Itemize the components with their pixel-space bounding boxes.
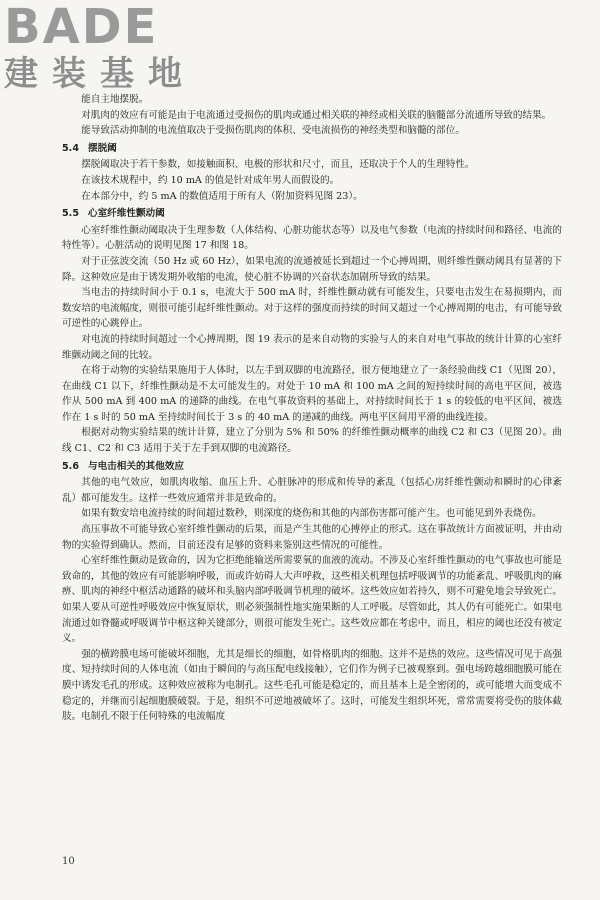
paragraph: 对电流的持续时间超过一个心搏周期，图 19 表示的是来自动物的实验与人的来自对电气事故的统计计算的心室纤维颤动阈之间的比较。 bbox=[62, 333, 562, 361]
section-number: 5.4 bbox=[62, 142, 79, 154]
paragraph: 根据对动物实验结果的统计计算，建立了分别为 5% 和 50% 的纤维性颤动概率的曲线 C2 和 C3（见图 20）。曲线 C1、C2 和 C3 适用于关于左手到双脚的电流路径。 bbox=[62, 427, 562, 455]
section-title: 与电击相关的其他效应 bbox=[88, 460, 184, 472]
page-number: 10 bbox=[62, 856, 75, 867]
section-heading-5-5 bbox=[62, 206, 562, 222]
paragraph: 高压事故不可能导致心室纤维性颤动的后果，而是产生其他的心搏停止的形式。这在事故统计方面被证明，并由动物的实验得到确认。然而，目前还没有足够的资料来鉴别这些情况的可能性。 bbox=[62, 524, 562, 551]
paragraph: 在将于动物的实验结果施用于人体时，以左手到双脚的电流路径，很方便地建立了一条经验曲线 C1（见图 20），在曲线 C1 以下，纤维性颤动是不太可能发生的。对处于 10 mA 和 100 mA 之间的短持续时间的高电平区间，被选作从 500 mA 到 400 mA 的递降的曲线。在电气事故资料的基础上，对持续时间长于 1 s 的较低的电平区间，被选作在 1 s 时的 50 mA 至持续时间长于 3 s 的 40 mA 的递减的曲线。两电平区间用平滑的曲线连接。 bbox=[62, 365, 562, 423]
paragraph: 如果有数安培电流持续的时间超过数秒，则深度的烧伤和其他的内部伤害都可能产生。也可能见到外表烧伤。 bbox=[81, 508, 542, 520]
document-body bbox=[62, 92, 562, 725]
paragraph: 能导致活动抑制的电流值取决于受损伤肌肉的体积、受电流损伤的神经类型和脑髓的部位。 bbox=[81, 125, 465, 137]
section-title: 心室纤维性颤动阈 bbox=[88, 208, 165, 220]
paragraph: 其他的电气效应，如肌肉收缩、血压上升、心脏脉冲的形成和传导的紊乱（包括心房纤维性颤动和瞬时的心律紊乱）都可能发生。这样一些效应通常并非是致命的。 bbox=[62, 477, 562, 504]
paragraph: 能自主地摆脱。 bbox=[81, 94, 149, 105]
paragraph: 摆脱阈取决于若干参数，如接触面积、电极的形状和尺寸，而且，还取决于个人的生理特性。 bbox=[81, 159, 475, 171]
paragraph: 在该技术规程中，约 10 mA 的值是针对成年男人而假设的。 bbox=[81, 174, 340, 186]
section-heading-5-4 bbox=[62, 141, 562, 157]
paragraph: 心室纤维性颤动阈取决于生理参数（人体结构、心脏功能状态等）以及电气参数（电流的持续时间和路径、电流的特性等）。心脏活动的说明见图 17 和图 18。 bbox=[62, 224, 562, 252]
logo-subtitle: 建装基地 bbox=[4, 54, 196, 94]
paragraph: 当电击的持续时间小于 0.1 s，电流大于 500 mA 时，纤维性颤动就有可能发生，只要电击发生在易损期内，而数安培的电流幅度，则很可能引起纤维性颤动。对于这样的强度而持续的时间又超过一个心搏周期的电击，有可能导致可逆性的心跳停止。 bbox=[62, 287, 562, 330]
section-number: 5.5 bbox=[62, 208, 79, 220]
section-heading-5-6 bbox=[62, 459, 562, 475]
section-title: 摆脱阈 bbox=[88, 142, 117, 154]
paragraph: 对肌肉的效应有可能是由于电流通过受损伤的肌肉或通过相关联的神经或相关联的脑髓部分流通所导致的结果。 bbox=[81, 109, 552, 121]
section-number: 5.6 bbox=[62, 460, 79, 472]
paragraph: 对于正弦波交流（50 Hz 或 60 Hz），如果电流的流通被延长到超过一个心搏周期，则纤维性颤动阈具有显著的下降。这种效应是由于诱发期外收缩的电流，使心脏不协调的兴奋状态加剧所导致的结果。 bbox=[62, 255, 562, 283]
paragraph: 心室纤维性颤动是致命的，因为它拒绝能输送所需要氧的血液的流动。不涉及心室纤维性颤动的电气事故也可能是致命的，其他的效应有可能影响呼吸，而或许妨碍人大声呼救，这些相关机理包括呼吸调节的功能紊乱、呼吸肌肉的麻痹、肌肉的神经中枢活动通路的破坏和头脑内部呼吸调节机理的破坏。这些效应如若持久，则不可避免地会导致死亡。如果人要从可逆性呼吸效应中恢复原状，则必须强制性地实施果断的人工呼吸。尽管如此，其人仍有可能死亡。如果电流通过如脊髓或呼吸调节中枢这种关键部分，则很可能发生死亡。这些效应都在考虑中，而且，相应的阈也还没有被定义。 bbox=[62, 555, 562, 645]
paragraph: 在本部分中，约 5 mA 的数值适用于所有人（附加资料见图 23）。 bbox=[81, 190, 363, 202]
watermark-logo bbox=[4, 2, 204, 98]
logo-wordmark: BADE bbox=[4, 0, 159, 55]
paragraph: 强的横跨膜电场可能破坏细胞，尤其是细长的细胞，如骨格肌肉的细胞。这并不是热的效应。这些情况可见于高强度、短持续时间的人体电流（如由于瞬间的与高压配电线接触），它们作为例子已被观察到。强电场跨越细胞膜可能在膜中诱发毛孔的形成。这种效应被称为电制孔。这些毛孔可能是稳定的，而且基本上是全密闭的，或可能增大而变成不稳定的，并继而引起细胞膜破裂。于是，组织不可逆地被破坏了。这时，可能发生组织坏死，常常需要将受伤的肢体截肢。电制孔不限于任何特殊的电流幅度 bbox=[62, 648, 562, 723]
